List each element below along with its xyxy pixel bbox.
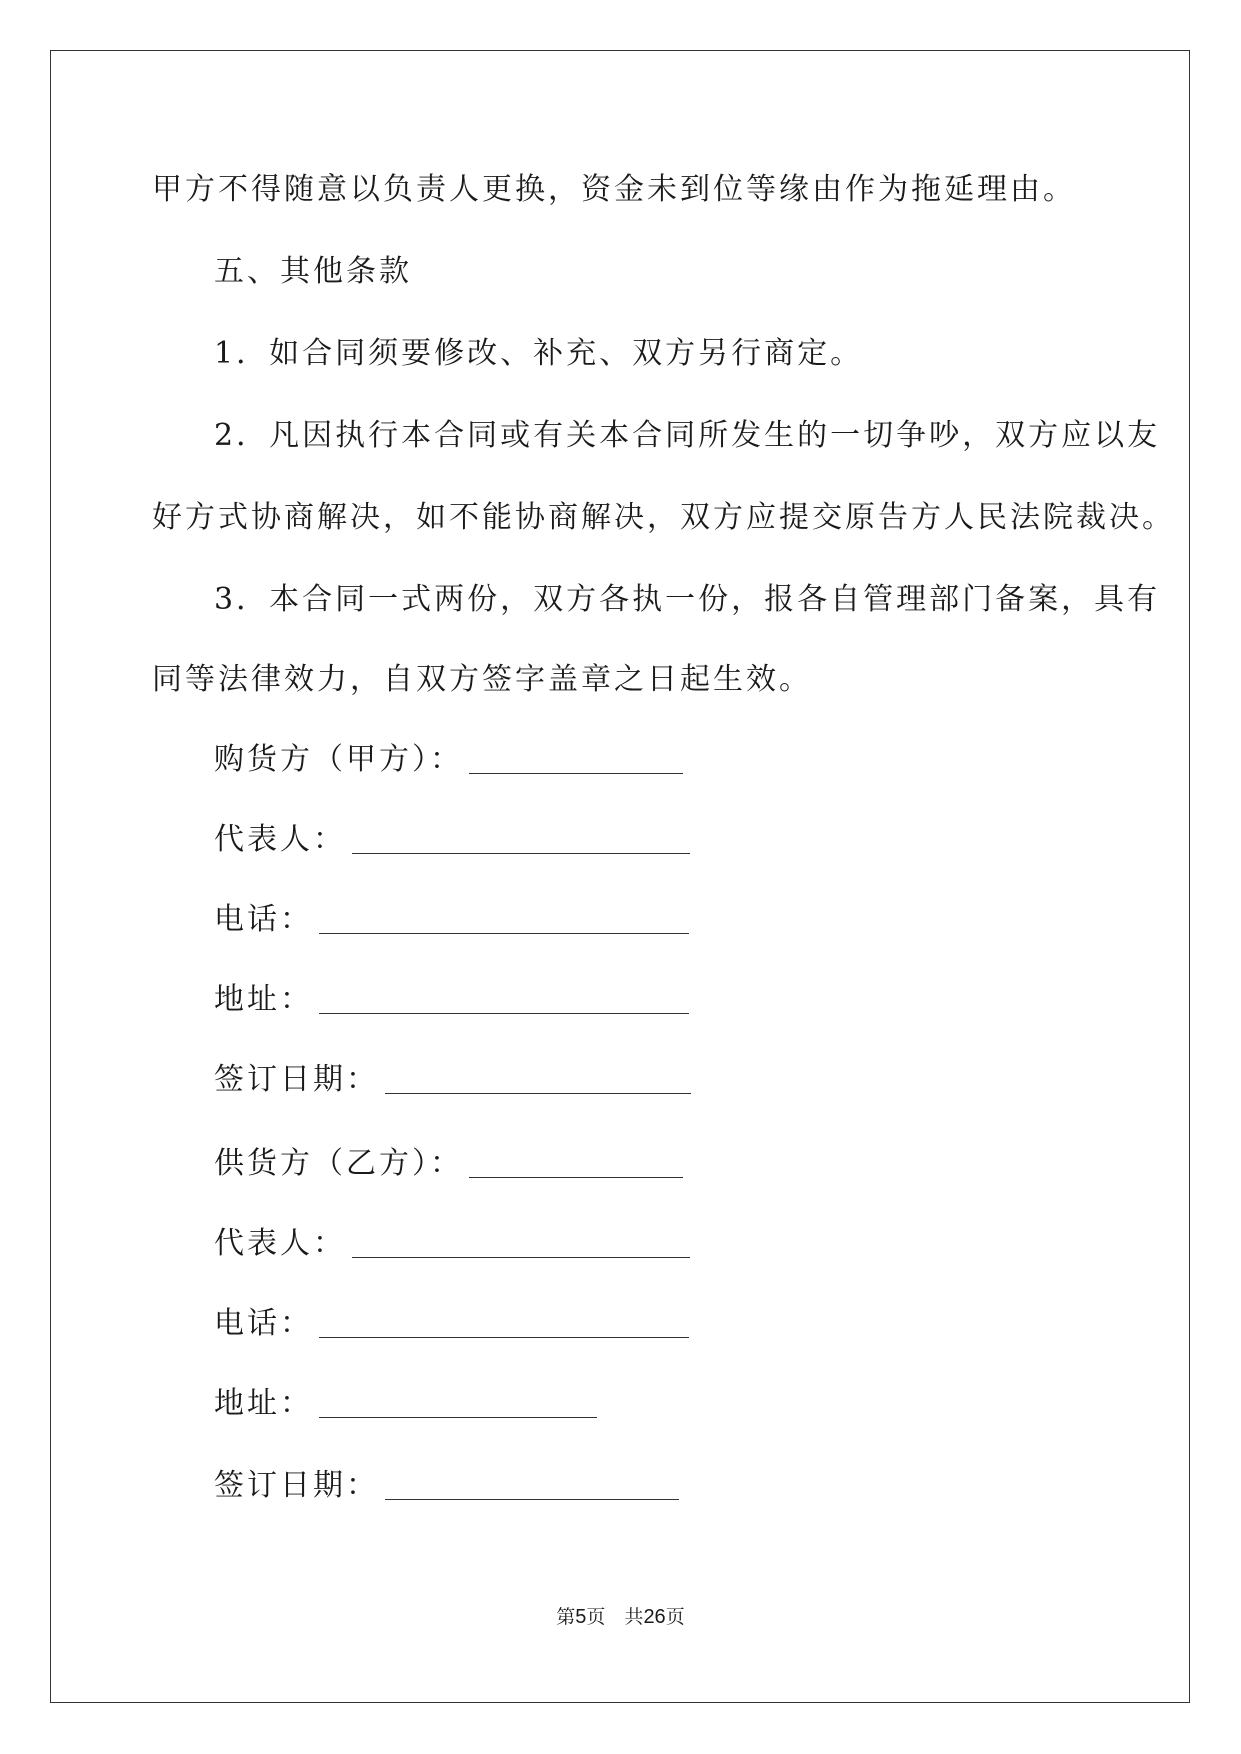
buyer-party-field[interactable]	[214, 740, 683, 780]
buyer-rep-field[interactable]	[214, 820, 690, 860]
clause-1: 1．如合同须要修改、补充、双方另行商定。	[214, 336, 864, 371]
buyer-date-field[interactable]	[214, 1060, 691, 1100]
buyer-party-label: 购货方（甲方）：	[214, 742, 463, 777]
clause-2-line-2: 好方式协商解决，如不能协商解决，双方应提交原告方人民法院裁决。	[152, 500, 1175, 535]
page-frame	[50, 50, 1190, 1703]
buyer-party-blank[interactable]	[469, 745, 683, 774]
section-title: 五、其他条款	[214, 254, 412, 289]
buyer-phone-label: 电话：	[214, 902, 313, 937]
page-suffix: 页	[665, 1606, 685, 1628]
buyer-phone-blank[interactable]	[319, 905, 689, 934]
seller-address-label: 地址：	[214, 1386, 313, 1421]
buyer-date-label: 签订日期：	[214, 1062, 379, 1097]
seller-party-field[interactable]	[214, 1144, 683, 1184]
seller-phone-field[interactable]	[214, 1304, 689, 1344]
buyer-address-label: 地址：	[214, 982, 313, 1017]
seller-date-field[interactable]	[214, 1466, 679, 1506]
buyer-date-blank[interactable]	[385, 1065, 691, 1094]
seller-phone-label: 电话：	[214, 1306, 313, 1341]
buyer-rep-label: 代表人：	[214, 822, 346, 857]
buyer-address-blank[interactable]	[319, 985, 689, 1014]
clause-2-line-1: 2．凡因执行本合同或有关本合同所发生的一切争吵，双方应以友	[214, 418, 1161, 453]
seller-rep-field[interactable]	[214, 1224, 690, 1264]
seller-date-blank[interactable]	[385, 1471, 679, 1500]
buyer-rep-blank[interactable]	[352, 825, 690, 854]
clause-3-line-2: 同等法律效力，自双方签字盖章之日起生效。	[152, 662, 812, 697]
buyer-address-field[interactable]	[214, 980, 689, 1020]
page-prefix: 第	[556, 1606, 576, 1628]
buyer-phone-field[interactable]	[214, 900, 689, 940]
seller-rep-blank[interactable]	[352, 1229, 690, 1258]
seller-party-label: 供货方（乙方）：	[214, 1146, 463, 1181]
total-page-number: 26	[643, 1606, 666, 1628]
page-mid-text: 页 共	[586, 1606, 644, 1628]
seller-rep-label: 代表人：	[214, 1226, 346, 1261]
seller-party-blank[interactable]	[469, 1149, 683, 1178]
current-page-number: 5	[575, 1606, 587, 1628]
seller-date-label: 签订日期：	[214, 1468, 379, 1503]
seller-address-field[interactable]	[214, 1384, 597, 1424]
page-number-footer	[0, 1604, 1241, 1630]
seller-address-blank[interactable]	[319, 1389, 597, 1418]
paragraph-delay-reason: 甲方不得随意以负责人更换，资金未到位等缘由作为拖延理由。	[152, 172, 1076, 207]
seller-phone-blank[interactable]	[319, 1309, 689, 1338]
clause-3-line-1: 3．本合同一式两份，双方各执一份，报各自管理部门备案，具有	[214, 582, 1161, 617]
